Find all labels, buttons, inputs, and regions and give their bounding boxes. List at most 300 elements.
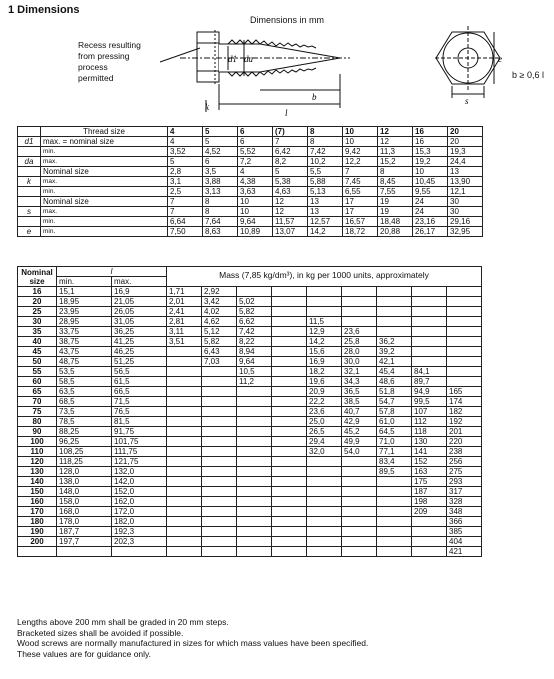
mass-value xyxy=(272,447,307,457)
mass-value xyxy=(342,497,377,507)
dimension-label: min. xyxy=(41,217,168,227)
mass-value xyxy=(342,527,377,537)
dimension-value: 9,55 xyxy=(413,187,448,197)
mass-row xyxy=(18,397,482,407)
mass-value xyxy=(412,307,447,317)
mass-value: 15,6 xyxy=(307,347,342,357)
dimension-value: 19,2 xyxy=(413,157,448,167)
symbol-cell xyxy=(18,197,41,207)
length-cell xyxy=(18,547,57,557)
mass-value xyxy=(272,377,307,387)
dimension-value: 13 xyxy=(308,197,343,207)
thread-size-cell: 16 xyxy=(413,127,448,137)
length-cell: 90 xyxy=(18,427,57,437)
symbol-cell: da xyxy=(18,157,41,167)
mass-value xyxy=(272,417,307,427)
symbol-cell: e xyxy=(18,227,41,237)
mass-value xyxy=(272,297,307,307)
length-cell: 200 xyxy=(18,537,57,547)
mass-value: 187 xyxy=(412,487,447,497)
dimension-label: max. xyxy=(41,157,168,167)
mass-value xyxy=(167,547,202,557)
mass-value xyxy=(412,337,447,347)
mass-value: 64,5 xyxy=(377,427,412,437)
mass-value xyxy=(202,537,237,547)
dimension-row xyxy=(18,157,483,167)
mass-value xyxy=(237,417,272,427)
mass-row xyxy=(18,407,482,417)
mass-row xyxy=(18,497,482,507)
mass-value xyxy=(272,357,307,367)
l-header: l xyxy=(57,267,167,277)
mass-value: 30,0 xyxy=(342,357,377,367)
mass-value: 421 xyxy=(447,547,482,557)
dimension-value: 4 xyxy=(238,167,273,177)
mass-value: 163 xyxy=(412,467,447,477)
mass-value: 61,0 xyxy=(377,417,412,427)
dimension-value: 12 xyxy=(273,207,308,217)
length-max-cell: 182,0 xyxy=(112,517,167,527)
k-label: k xyxy=(205,102,209,112)
length-min-cell: 96,25 xyxy=(57,437,112,447)
dimension-value: 5 xyxy=(168,157,203,167)
mass-value: 19,6 xyxy=(307,377,342,387)
mass-value: 40,7 xyxy=(342,407,377,417)
mass-value xyxy=(307,487,342,497)
mass-value: 28,0 xyxy=(342,347,377,357)
mass-value xyxy=(202,457,237,467)
mass-value xyxy=(272,287,307,297)
mass-value xyxy=(237,547,272,557)
dimension-value: 8,2 xyxy=(273,157,308,167)
mass-value xyxy=(167,527,202,537)
length-cell: 180 xyxy=(18,517,57,527)
length-min-cell: 88,25 xyxy=(57,427,112,437)
dimension-value: 7 xyxy=(273,137,308,147)
length-max-cell: 21,05 xyxy=(112,297,167,307)
dimension-value: 7,50 xyxy=(168,227,203,237)
dimension-value: 7,2 xyxy=(238,157,273,167)
mass-value: 5,82 xyxy=(202,337,237,347)
dimension-value: 8 xyxy=(378,167,413,177)
mass-value: 29,4 xyxy=(307,437,342,447)
thread-size-label: Thread size xyxy=(41,127,168,137)
mass-value: 99,5 xyxy=(412,397,447,407)
dimension-value: 17 xyxy=(343,197,378,207)
length-max-cell: 71,5 xyxy=(112,397,167,407)
mass-value xyxy=(167,537,202,547)
dimension-value: 12,1 xyxy=(448,187,483,197)
dimension-label: Nominal size xyxy=(41,167,168,177)
length-cell: 35 xyxy=(18,327,57,337)
length-max-cell: 41,25 xyxy=(112,337,167,347)
dimension-value: 5 xyxy=(203,137,238,147)
dimension-value: 10 xyxy=(238,207,273,217)
mass-row xyxy=(18,507,482,517)
mass-value: 38,5 xyxy=(342,397,377,407)
mass-value: 8,22 xyxy=(237,337,272,347)
mass-value xyxy=(377,507,412,517)
mass-value xyxy=(447,317,482,327)
mass-value: 4,02 xyxy=(202,307,237,317)
mass-value xyxy=(447,307,482,317)
mass-value: 42,9 xyxy=(342,417,377,427)
mass-value xyxy=(272,487,307,497)
mass-value: 51,8 xyxy=(377,387,412,397)
mass-value xyxy=(272,457,307,467)
mass-value xyxy=(307,307,342,317)
length-max-cell: 56,5 xyxy=(112,367,167,377)
mass-value xyxy=(237,467,272,477)
mass-value: 152 xyxy=(412,457,447,467)
screw-side-view xyxy=(160,30,350,112)
length-max-cell: 162,0 xyxy=(112,497,167,507)
mass-value xyxy=(202,517,237,527)
dimension-label: max. xyxy=(41,207,168,217)
length-cell: 30 xyxy=(18,317,57,327)
length-cell: 65 xyxy=(18,387,57,397)
mass-value: 23,6 xyxy=(342,327,377,337)
dimension-value: 29,16 xyxy=(448,217,483,227)
mass-value xyxy=(272,427,307,437)
mass-value xyxy=(307,537,342,547)
dimension-value: 5,13 xyxy=(308,187,343,197)
mass-value xyxy=(412,357,447,367)
mass-value xyxy=(272,387,307,397)
length-max-cell: 132,0 xyxy=(112,467,167,477)
length-cell: 100 xyxy=(18,437,57,447)
length-cell: 80 xyxy=(18,417,57,427)
dimension-value: 8,63 xyxy=(203,227,238,237)
mass-value: 2,41 xyxy=(167,307,202,317)
dimension-row xyxy=(18,217,483,227)
mass-value xyxy=(342,307,377,317)
mass-value xyxy=(167,417,202,427)
mass-value xyxy=(272,527,307,537)
dimension-value: 24 xyxy=(413,207,448,217)
mass-value xyxy=(342,517,377,527)
dimension-value: 30 xyxy=(448,197,483,207)
mass-value: 238 xyxy=(447,447,482,457)
e-label: e xyxy=(498,54,502,64)
length-min-cell: 73,5 xyxy=(57,407,112,417)
mass-value: 23,6 xyxy=(307,407,342,417)
mass-value xyxy=(167,467,202,477)
mass-value xyxy=(202,367,237,377)
mass-value: 2,92 xyxy=(202,287,237,297)
length-min-cell: 43,75 xyxy=(57,347,112,357)
dimension-value: 5,52 xyxy=(238,147,273,157)
mass-value xyxy=(167,427,202,437)
mass-value: 256 xyxy=(447,457,482,467)
mass-value: 118 xyxy=(412,427,447,437)
dimension-value: 6 xyxy=(238,137,273,147)
mass-value xyxy=(237,407,272,417)
mass-value xyxy=(307,527,342,537)
mass-value xyxy=(377,327,412,337)
mass-value xyxy=(342,537,377,547)
dimension-value: 10,89 xyxy=(238,227,273,237)
length-min-cell xyxy=(57,547,112,557)
mass-row xyxy=(18,297,482,307)
dimension-value: 12 xyxy=(378,137,413,147)
mass-row xyxy=(18,317,482,327)
length-min-cell: 158,0 xyxy=(57,497,112,507)
dimension-row xyxy=(18,147,483,157)
mass-value xyxy=(202,507,237,517)
mass-value xyxy=(202,497,237,507)
thread-size-cell: 8 xyxy=(308,127,343,137)
mass-value xyxy=(237,387,272,397)
length-cell: 140 xyxy=(18,477,57,487)
mass-value xyxy=(412,287,447,297)
mass-row xyxy=(18,537,482,547)
mass-value xyxy=(202,547,237,557)
mass-value: 20,9 xyxy=(307,387,342,397)
mass-value xyxy=(377,547,412,557)
dimension-row xyxy=(18,197,483,207)
dimension-value: 9,42 xyxy=(343,147,378,157)
mass-value xyxy=(412,527,447,537)
mass-value: 107 xyxy=(412,407,447,417)
dimension-value: 15,3 xyxy=(413,147,448,157)
length-cell: 160 xyxy=(18,497,57,507)
mass-value: 5,12 xyxy=(202,327,237,337)
mass-value: 12,9 xyxy=(307,327,342,337)
mass-value xyxy=(342,297,377,307)
mass-value xyxy=(377,477,412,487)
mass-value xyxy=(412,517,447,527)
mass-value: 404 xyxy=(447,537,482,547)
mass-value xyxy=(307,297,342,307)
mass-value: 366 xyxy=(447,517,482,527)
mass-value xyxy=(307,467,342,477)
mass-value xyxy=(167,387,202,397)
mass-value: 49,9 xyxy=(342,437,377,447)
mass-value xyxy=(237,487,272,497)
mass-value: 54,7 xyxy=(377,397,412,407)
l-label: l xyxy=(285,108,288,118)
mass-value: 14,2 xyxy=(307,337,342,347)
mass-value xyxy=(377,487,412,497)
length-min-cell: 148,0 xyxy=(57,487,112,497)
mass-value: 192 xyxy=(447,417,482,427)
dimension-value: 3,5 xyxy=(203,167,238,177)
mass-value xyxy=(412,327,447,337)
dimension-value: 10,2 xyxy=(308,157,343,167)
mass-value xyxy=(272,477,307,487)
mass-value: 198 xyxy=(412,497,447,507)
mass-row xyxy=(18,357,482,367)
mass-value xyxy=(272,327,307,337)
mass-value xyxy=(272,307,307,317)
mass-value: 7,42 xyxy=(237,327,272,337)
length-max-cell: 51,25 xyxy=(112,357,167,367)
mass-value xyxy=(202,427,237,437)
dimension-value: 5 xyxy=(273,167,308,177)
length-cell: 75 xyxy=(18,407,57,417)
mass-value: 89,7 xyxy=(412,377,447,387)
length-max-cell: 36,25 xyxy=(112,327,167,337)
mass-value xyxy=(342,287,377,297)
length-min-cell: 197,7 xyxy=(57,537,112,547)
mass-value: 10,5 xyxy=(237,367,272,377)
da-label: da xyxy=(244,54,253,64)
symbol-cell xyxy=(18,187,41,197)
mass-row xyxy=(18,347,482,357)
mass-value: 201 xyxy=(447,427,482,437)
length-max-cell: 26,05 xyxy=(112,307,167,317)
mass-value: 26,5 xyxy=(307,427,342,437)
mass-value: 6,62 xyxy=(237,317,272,327)
mass-value: 2,81 xyxy=(167,317,202,327)
dimension-value: 7 xyxy=(168,197,203,207)
mass-value xyxy=(237,397,272,407)
mass-value: 45,2 xyxy=(342,427,377,437)
mass-value: 130 xyxy=(412,437,447,447)
mass-value xyxy=(307,287,342,297)
dimension-value: 10 xyxy=(238,197,273,207)
mass-value xyxy=(447,347,482,357)
mass-value xyxy=(412,547,447,557)
mass-value xyxy=(167,497,202,507)
mass-value: 16,9 xyxy=(307,357,342,367)
dimension-row xyxy=(18,177,483,187)
length-min-cell: 78,5 xyxy=(57,417,112,427)
length-min-cell: 58,5 xyxy=(57,377,112,387)
mass-value: 39,2 xyxy=(377,347,412,357)
mass-value xyxy=(447,287,482,297)
length-max-cell: 81,5 xyxy=(112,417,167,427)
mass-value: 11,2 xyxy=(237,377,272,387)
dimension-value: 10 xyxy=(413,167,448,177)
length-cell: 70 xyxy=(18,397,57,407)
mass-value: 77,1 xyxy=(377,447,412,457)
screw-drawing xyxy=(0,0,554,126)
mass-value xyxy=(377,287,412,297)
mass-value: 1,71 xyxy=(167,287,202,297)
mass-value: 83,4 xyxy=(377,457,412,467)
length-cell: 60 xyxy=(18,377,57,387)
mass-value xyxy=(237,457,272,467)
max-header: max. xyxy=(112,277,167,287)
length-min-cell: 138,0 xyxy=(57,477,112,487)
dimension-value: 2,8 xyxy=(168,167,203,177)
mass-value: 293 xyxy=(447,477,482,487)
dimension-value: 6,42 xyxy=(273,147,308,157)
length-min-cell: 48,75 xyxy=(57,357,112,367)
dimension-value: 3,63 xyxy=(238,187,273,197)
mass-value xyxy=(377,317,412,327)
mass-row xyxy=(18,467,482,477)
length-max-cell: 101,75 xyxy=(112,437,167,447)
recess-line: Recess resulting xyxy=(78,40,141,50)
mass-value xyxy=(237,537,272,547)
dimension-value: 18,72 xyxy=(343,227,378,237)
mass-value xyxy=(307,457,342,467)
mass-row xyxy=(18,367,482,377)
mass-value xyxy=(237,287,272,297)
length-max-cell: 61,5 xyxy=(112,377,167,387)
dimension-value: 19 xyxy=(378,207,413,217)
dimension-label: max. = nominal size xyxy=(41,137,168,147)
length-cell: 170 xyxy=(18,507,57,517)
dimension-value: 23,16 xyxy=(413,217,448,227)
mass-value: 4,62 xyxy=(202,317,237,327)
mass-value xyxy=(307,477,342,487)
mass-value xyxy=(167,367,202,377)
mass-value: 89,5 xyxy=(377,467,412,477)
length-cell: 130 xyxy=(18,467,57,477)
dimension-value: 6,64 xyxy=(168,217,203,227)
mass-value: 220 xyxy=(447,437,482,447)
length-max-cell: 192,3 xyxy=(112,527,167,537)
length-max-cell: 121,75 xyxy=(112,457,167,467)
dimension-value: 14,2 xyxy=(308,227,343,237)
dimension-value: 24 xyxy=(413,197,448,207)
length-min-cell: 63,5 xyxy=(57,387,112,397)
mass-row xyxy=(18,477,482,487)
mass-value xyxy=(272,507,307,517)
mass-row xyxy=(18,447,482,457)
dimension-row xyxy=(18,167,483,177)
mass-value: 54,0 xyxy=(342,447,377,457)
length-max-cell: 76,5 xyxy=(112,407,167,417)
length-min-cell: 18,95 xyxy=(57,297,112,307)
thread-size-cell: 12 xyxy=(378,127,413,137)
dimension-value: 16 xyxy=(413,137,448,147)
dimension-value: 19,3 xyxy=(448,147,483,157)
dimension-value: 3,52 xyxy=(168,147,203,157)
dimension-value: 9,64 xyxy=(238,217,273,227)
length-min-cell: 33,75 xyxy=(57,327,112,337)
dimension-value: 30 xyxy=(448,207,483,217)
recess-line: permitted xyxy=(78,73,114,83)
dimension-value: 8,45 xyxy=(378,177,413,187)
dimension-value: 3,88 xyxy=(203,177,238,187)
mass-value xyxy=(377,537,412,547)
mass-value xyxy=(237,427,272,437)
mass-value xyxy=(377,517,412,527)
mass-value: 112 xyxy=(412,417,447,427)
length-cell: 25 xyxy=(18,307,57,317)
mass-value xyxy=(202,437,237,447)
dimension-label: max. xyxy=(41,177,168,187)
mass-value: 45,4 xyxy=(377,367,412,377)
mass-value xyxy=(237,447,272,457)
mass-value xyxy=(447,327,482,337)
footnote: Bracketed sizes shall be avoided if possible. xyxy=(17,627,184,638)
mass-value: 22,2 xyxy=(307,397,342,407)
mass-value: 42,1 xyxy=(377,357,412,367)
mass-value xyxy=(272,537,307,547)
symbol-cell xyxy=(18,217,41,227)
length-max-cell: 31,05 xyxy=(112,317,167,327)
mass-value: 165 xyxy=(447,387,482,397)
mass-value xyxy=(272,517,307,527)
mass-value xyxy=(342,477,377,487)
mass-value xyxy=(342,317,377,327)
dimension-value: 15,2 xyxy=(378,157,413,167)
mass-value xyxy=(377,497,412,507)
footnote: Lengths above 200 mm shall be graded in 20 mm steps. xyxy=(17,617,229,627)
mass-value: 3,42 xyxy=(202,297,237,307)
dimension-value: 20,88 xyxy=(378,227,413,237)
mass-value: 209 xyxy=(412,507,447,517)
length-min-cell: 28,95 xyxy=(57,317,112,327)
footnote: These values are for guidance only. xyxy=(17,648,152,659)
mass-value: 36,5 xyxy=(342,387,377,397)
